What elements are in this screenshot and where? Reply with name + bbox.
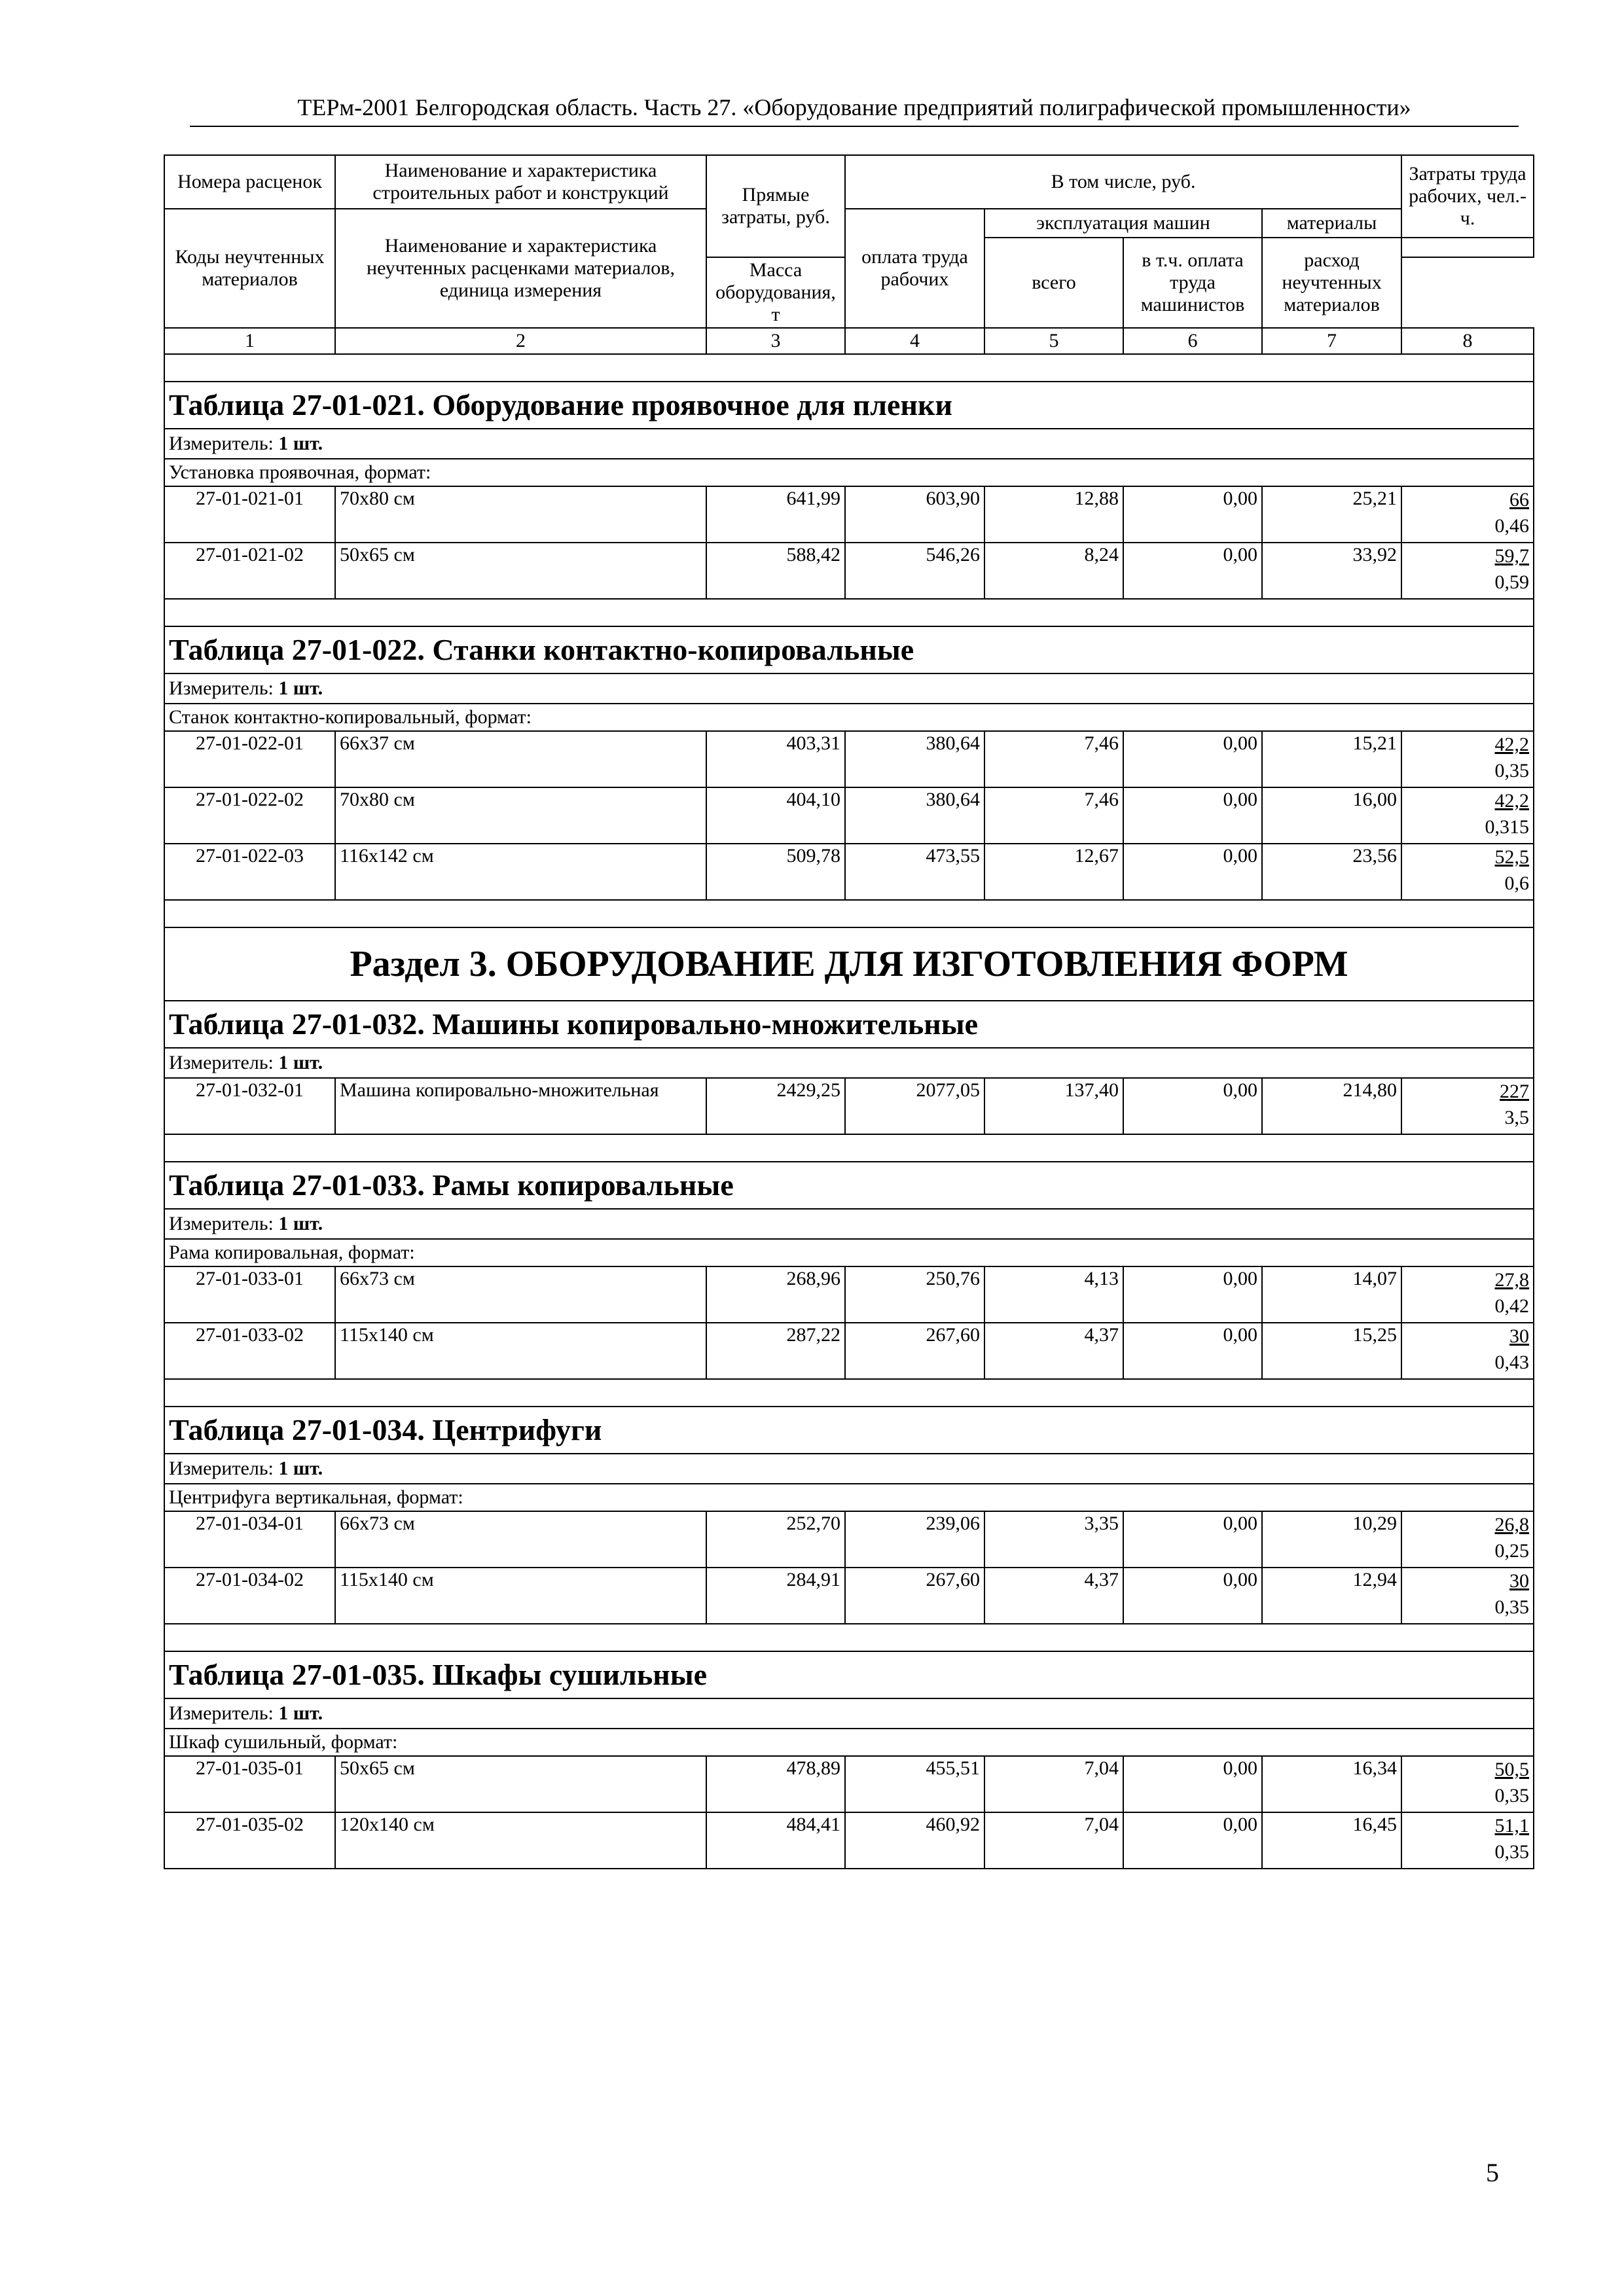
labor-costs: 227 (1500, 1081, 1530, 1102)
rate-code: 27-01-032-01 (164, 1078, 335, 1134)
unit-label: Измеритель: (169, 677, 274, 699)
page-number: 5 (1486, 2158, 1499, 2187)
unit-line (164, 673, 1534, 704)
equipment-mass: 0,46 (1494, 515, 1530, 537)
table-row (164, 731, 1534, 787)
direct-costs: 404,10 (706, 787, 845, 844)
unit-label: Измеритель: (169, 1052, 274, 1073)
materials: 12,94 (1262, 1568, 1401, 1624)
column-numbers-row (164, 328, 1534, 354)
page-header: ТЕРм-2001 Белгородская область. Часть 27. «Оборудование предприятий полиграфической промышленности» (190, 92, 1519, 127)
labor-costs: 59,7 (1494, 545, 1530, 567)
unit-line (164, 429, 1534, 459)
wages: 250,76 (845, 1266, 984, 1323)
direct-costs: 268,96 (706, 1266, 845, 1323)
table-row (164, 1323, 1534, 1379)
equipment-mass: 0,43 (1494, 1352, 1530, 1373)
wages: 380,64 (845, 787, 984, 844)
materials: 15,21 (1262, 731, 1401, 787)
machinist-wages: 0,00 (1123, 1266, 1262, 1323)
labor-costs: 27,8 (1494, 1269, 1530, 1291)
rate-code: 27-01-021-02 (164, 543, 335, 599)
materials: 16,34 (1262, 1756, 1401, 1812)
table-body (164, 354, 1534, 1869)
col-direct-costs-header: Прямые затраты, руб. (706, 155, 845, 257)
labor-costs: 26,8 (1494, 1514, 1530, 1535)
materials: 15,25 (1262, 1323, 1401, 1379)
machinist-wages: 0,00 (1123, 543, 1262, 599)
column-number: 6 (1123, 328, 1262, 354)
group-header: Центрифуга вертикальная, формат: (164, 1484, 1534, 1511)
column-number: 3 (706, 328, 845, 354)
labor-costs: 42,2 (1494, 790, 1530, 812)
machines-total: 137,40 (984, 1078, 1123, 1134)
machinist-wages: 0,00 (1123, 731, 1262, 787)
equipment-mass: 0,6 (1504, 872, 1530, 894)
rate-name: 116х142 см (335, 844, 706, 900)
equipment-mass: 0,42 (1494, 1295, 1530, 1317)
unit-value: 1 шт. (278, 1213, 323, 1234)
column-number: 8 (1401, 328, 1534, 354)
machinist-wages: 0,00 (1123, 1323, 1262, 1379)
rate-code: 27-01-022-01 (164, 731, 335, 787)
wages: 460,92 (845, 1812, 984, 1869)
unit-value: 1 шт. (278, 433, 323, 454)
unit-value: 1 шт. (278, 677, 323, 699)
labor-mass-cell (1401, 1323, 1534, 1379)
materials: 16,45 (1262, 1812, 1401, 1869)
table-row (164, 787, 1534, 844)
table-title: Таблица 27-01-035. Шкафы сушильные (169, 1658, 708, 1691)
table-title: Таблица 27-01-021. Оборудование проявочное для пленки (169, 388, 952, 422)
col-machines-header: эксплуатация машин (984, 209, 1262, 238)
table-row (164, 1511, 1534, 1568)
rate-name: 50х65 см (335, 1756, 706, 1812)
equipment-mass: 0,315 (1485, 816, 1530, 838)
unit-label: Измеритель: (169, 1213, 274, 1234)
column-number: 4 (845, 328, 984, 354)
col-mass-header: Масса оборудования, т (706, 257, 845, 328)
equipment-mass: 0,59 (1494, 571, 1530, 593)
materials: 214,80 (1262, 1078, 1401, 1134)
rate-name: 115х140 см (335, 1568, 706, 1624)
labor-mass-cell (1401, 1266, 1534, 1323)
table-row (164, 1266, 1534, 1323)
machinist-wages: 0,00 (1123, 1511, 1262, 1568)
unit-value: 1 шт. (278, 1052, 323, 1073)
direct-costs: 2429,25 (706, 1078, 845, 1134)
rate-name: Машина копировально-множительная (335, 1078, 706, 1134)
rate-name: 66х73 см (335, 1266, 706, 1323)
machines-total: 12,88 (984, 486, 1123, 543)
rate-code: 27-01-033-02 (164, 1323, 335, 1379)
equipment-mass: 0,35 (1494, 760, 1530, 781)
table-row (164, 486, 1534, 543)
labor-costs: 30 (1509, 1570, 1530, 1592)
wages: 267,60 (845, 1323, 984, 1379)
materials: 33,92 (1262, 543, 1401, 599)
direct-costs: 641,99 (706, 486, 845, 543)
group-header: Станок контактно-копировальный, формат: (164, 704, 1534, 731)
machinist-wages: 0,00 (1123, 486, 1262, 543)
wages: 455,51 (845, 1756, 984, 1812)
col-rate-numbers-header: Номера расценок (164, 155, 335, 209)
labor-costs: 42,2 (1494, 734, 1530, 755)
col-material-codes-header: Коды неучтенных материалов (164, 209, 335, 328)
labor-mass-cell (1401, 1756, 1534, 1812)
group-header: Установка проявочная, формат: (164, 459, 1534, 486)
machinist-wages: 0,00 (1123, 844, 1262, 900)
machines-total: 4,37 (984, 1323, 1123, 1379)
labor-mass-cell (1401, 1511, 1534, 1568)
machines-total: 7,04 (984, 1812, 1123, 1869)
table-row (164, 543, 1534, 599)
rate-code: 27-01-035-01 (164, 1756, 335, 1812)
labor-costs: 30 (1509, 1325, 1530, 1347)
direct-costs: 403,31 (706, 731, 845, 787)
labor-mass-cell (1401, 731, 1534, 787)
table-row (164, 1568, 1534, 1624)
table-title: Таблица 27-01-032. Машины копировально-множительные (169, 1007, 979, 1041)
labor-mass-cell (1401, 543, 1534, 599)
rate-code: 27-01-034-02 (164, 1568, 335, 1624)
table-title: Таблица 27-01-022. Станки контактно-копировальные (169, 633, 914, 666)
direct-costs: 252,70 (706, 1511, 845, 1568)
col-materials-header: материалы (1262, 209, 1401, 238)
labor-costs: 50,5 (1494, 1759, 1530, 1780)
equipment-mass: 0,25 (1494, 1540, 1530, 1562)
rate-name: 120х140 см (335, 1812, 706, 1869)
table-title: Таблица 27-01-034. Центрифуги (169, 1413, 602, 1446)
group-header: Шкаф сушильный, формат: (164, 1729, 1534, 1756)
unit-line (164, 1048, 1534, 1078)
col-labor-header: Затраты труда рабочих, чел.-ч. (1401, 155, 1534, 238)
materials: 23,56 (1262, 844, 1401, 900)
col-including-header: В том числе, руб. (845, 155, 1401, 209)
table-row (164, 1756, 1534, 1812)
wages: 603,90 (845, 486, 984, 543)
wages: 473,55 (845, 844, 984, 900)
rate-name: 115х140 см (335, 1323, 706, 1379)
machines-total: 12,67 (984, 844, 1123, 900)
machinist-wages: 0,00 (1123, 1756, 1262, 1812)
machines-total: 4,37 (984, 1568, 1123, 1624)
machines-total: 8,24 (984, 543, 1123, 599)
unit-value: 1 шт. (278, 1702, 323, 1724)
direct-costs: 509,78 (706, 844, 845, 900)
rates-table (164, 154, 1534, 1869)
col-machines-total-header: всего (984, 238, 1123, 328)
machinist-wages: 0,00 (1123, 1078, 1262, 1134)
rate-name: 50х65 см (335, 543, 706, 599)
machinist-wages: 0,00 (1123, 1568, 1262, 1624)
labor-costs: 52,5 (1494, 846, 1530, 868)
unit-line (164, 1454, 1534, 1484)
labor-costs: 51,1 (1494, 1815, 1530, 1837)
table-row (164, 1812, 1534, 1869)
machines-total: 4,13 (984, 1266, 1123, 1323)
machinist-wages: 0,00 (1123, 1812, 1262, 1869)
direct-costs: 478,89 (706, 1756, 845, 1812)
labor-mass-cell (1401, 1568, 1534, 1624)
wages: 267,60 (845, 1568, 984, 1624)
equipment-mass: 0,35 (1494, 1596, 1530, 1618)
machines-total: 7,46 (984, 787, 1123, 844)
labor-mass-cell (1401, 844, 1534, 900)
materials: 16,00 (1262, 787, 1401, 844)
rate-name: 70х80 см (335, 787, 706, 844)
labor-mass-cell (1401, 1812, 1534, 1869)
col-work-name-header: Наименование и характеристика строительных работ и конструкций (335, 155, 706, 209)
materials: 25,21 (1262, 486, 1401, 543)
col-wages-header: оплата труда рабочих (845, 209, 984, 328)
rate-code: 27-01-021-01 (164, 486, 335, 543)
rate-code: 27-01-033-01 (164, 1266, 335, 1323)
group-header: Рама копировальная, формат: (164, 1239, 1534, 1266)
table-row (164, 844, 1534, 900)
rate-code: 27-01-022-03 (164, 844, 335, 900)
labor-mass-cell (1401, 787, 1534, 844)
labor-costs: 66 (1509, 489, 1530, 511)
col-material-name-header: Наименование и характеристика неучтенных расценками материалов, единица измерения (335, 209, 706, 328)
wages: 546,26 (845, 543, 984, 599)
rate-code: 27-01-034-01 (164, 1511, 335, 1568)
column-number: 5 (984, 328, 1123, 354)
machines-total: 7,46 (984, 731, 1123, 787)
table-title: Таблица 27-01-033. Рамы копировальные (169, 1168, 734, 1202)
labor-mass-cell (1401, 486, 1534, 543)
machines-total: 7,04 (984, 1756, 1123, 1812)
unit-label: Измеритель: (169, 1458, 274, 1479)
unit-label: Измеритель: (169, 433, 274, 454)
unit-value: 1 шт. (278, 1458, 323, 1479)
direct-costs: 287,22 (706, 1323, 845, 1379)
materials: 14,07 (1262, 1266, 1401, 1323)
equipment-mass: 0,35 (1494, 1841, 1530, 1863)
rate-name: 70х80 см (335, 486, 706, 543)
materials: 10,29 (1262, 1511, 1401, 1568)
unit-label: Измеритель: (169, 1702, 274, 1724)
table-row (164, 1078, 1534, 1134)
rate-code: 27-01-035-02 (164, 1812, 335, 1869)
section-title: Раздел 3. ОБОРУДОВАНИЕ ДЛЯ ИЗГОТОВЛЕНИЯ ФОРМ (350, 944, 1348, 984)
column-number: 2 (335, 328, 706, 354)
direct-costs: 588,42 (706, 543, 845, 599)
wages: 2077,05 (845, 1078, 984, 1134)
equipment-mass: 0,35 (1494, 1785, 1530, 1806)
wages: 239,06 (845, 1511, 984, 1568)
col-machinist-wages-header: в т.ч. оплата труда машинистов (1123, 238, 1262, 328)
column-number: 1 (164, 328, 335, 354)
unit-line (164, 1209, 1534, 1239)
unit-line (164, 1698, 1534, 1729)
direct-costs: 284,91 (706, 1568, 845, 1624)
rate-code: 27-01-022-02 (164, 787, 335, 844)
machines-total: 3,35 (984, 1511, 1123, 1568)
rate-name: 66х73 см (335, 1511, 706, 1568)
rate-name: 66х37 см (335, 731, 706, 787)
wages: 380,64 (845, 731, 984, 787)
equipment-mass: 3,5 (1504, 1107, 1530, 1128)
column-number: 7 (1262, 328, 1401, 354)
labor-mass-cell (1401, 1078, 1534, 1134)
col-materials-unaccounted-header: расход неучтенных материалов (1262, 238, 1401, 328)
machinist-wages: 0,00 (1123, 787, 1262, 844)
direct-costs: 484,41 (706, 1812, 845, 1869)
table-header (164, 155, 1534, 354)
